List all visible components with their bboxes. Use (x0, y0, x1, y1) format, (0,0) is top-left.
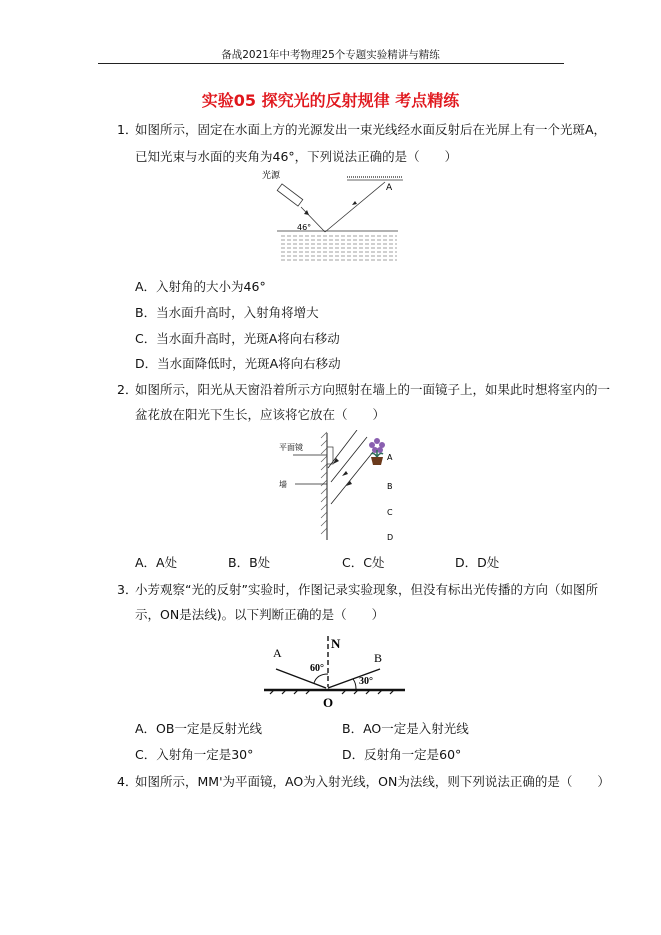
q1-text-line2: 已知光束与水面的夹角为46°，下列说法正确的是（ ） (135, 149, 458, 164)
q2-mirror-label: 平面镜 (279, 443, 303, 452)
q1-source-label: 光源 (262, 171, 281, 181)
q3-label-b: B (374, 651, 383, 665)
q2-point-a: A (387, 453, 393, 462)
q2-number: 2． (117, 382, 138, 397)
q3-angle-30: 30° (359, 676, 373, 687)
q1-option-c: C．当水面升高时，光斑A将向右移动 (135, 331, 340, 346)
q1-text-line1: 如图所示，固定在水面上方的光源发出一束光线经水面反射后在光屏上有一个光斑A， (135, 122, 607, 137)
q1-option-d: D．当水面降低时，光斑A将向右移动 (135, 356, 341, 371)
q1-option-b: B．当水面升高时，入射角将增大 (135, 305, 319, 320)
q4-text-line1: 如图所示，MM'为平面镜，AO为入射光线，ON为法线，则下列说法正确的是（ ） (135, 774, 610, 789)
q2-option-d: D．D处 (455, 555, 500, 570)
q1-option-a: A．入射角的大小为46° (135, 279, 266, 294)
q4-number: 4． (117, 774, 138, 789)
q2-point-b: B (387, 482, 393, 491)
flower-pot-icon (369, 438, 385, 465)
q3-label-n: N (331, 636, 341, 651)
q3-option-d: D．反射角一定是60° (342, 747, 462, 762)
q2-wall-label: 墙 (279, 480, 287, 489)
q2-option-a: A．A处 (135, 555, 178, 570)
q3-text-line2: 示，ON是法线)。以下判断正确的是（ ） (135, 607, 385, 622)
q3-label-o: O (323, 695, 334, 710)
q3-option-b: B．AO一定是入射光线 (342, 721, 469, 736)
q3-figure (260, 632, 430, 712)
q3-option-c: C．入射角一定是30° (135, 747, 254, 762)
q2-text-line1: 如图所示，阳光从天窗沿着所示方向照射在墙上的一面镜子上，如果此时想将室内的一 (135, 382, 611, 397)
q3-angle-60: 60° (310, 663, 324, 674)
running-header: 备战2021年中考物理25个专题实验精讲与精练 (221, 49, 440, 61)
q1-figure (255, 165, 415, 265)
q2-figure (275, 430, 405, 545)
q2-option-c: C．C处 (342, 555, 385, 570)
q3-number: 3． (117, 582, 138, 597)
q1-spot-label: A (386, 183, 393, 193)
q2-point-d: D (387, 533, 394, 542)
q3-text-line1: 小芳观察“光的反射”实验时，作图记录实验现象，但没有标出光传播的方向（如图所 (135, 582, 598, 597)
q2-point-c: C (387, 508, 393, 517)
q1-number: 1． (117, 122, 138, 137)
page-title: 实验05 探究光的反射规律 考点精练 (201, 91, 460, 110)
q2-text-line2: 盆花放在阳光下生长，应该将它放在（ ） (135, 407, 386, 422)
q3-label-a: A (273, 646, 282, 660)
header-rule (98, 63, 564, 64)
q1-angle-label: 46° (297, 223, 312, 232)
q2-option-b: B．B处 (228, 555, 271, 570)
q3-option-a: A．OB一定是反射光线 (135, 721, 262, 736)
